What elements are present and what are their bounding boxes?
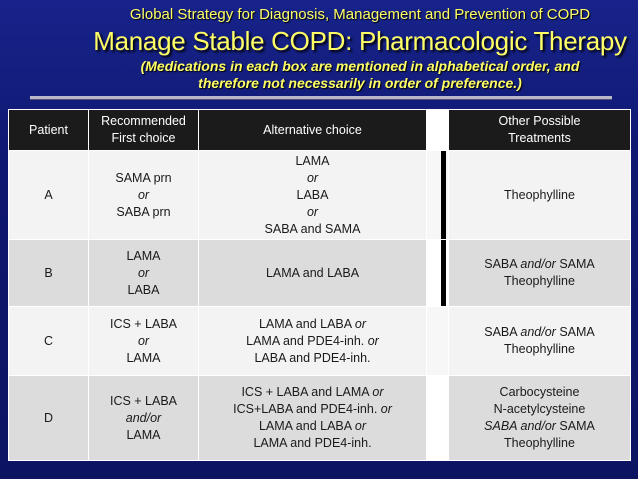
- first-choice-cell: [89, 376, 199, 461]
- first-choice-cell: [89, 240, 199, 307]
- alternative-line: LAMA: [295, 153, 330, 168]
- first-choice-line: SABA prn: [116, 204, 171, 219]
- first-choice-line: ICS + LABA: [109, 393, 178, 408]
- alternative-line: [201, 333, 424, 350]
- other-line: Carbocysteine: [499, 385, 580, 399]
- other-line: Theophylline: [504, 187, 575, 202]
- patient-cell: B: [9, 240, 89, 307]
- header-other: [449, 110, 631, 151]
- other-text: SAMA: [555, 257, 595, 271]
- first-choice-line: LABA: [127, 282, 160, 297]
- table-row-c: [9, 307, 631, 376]
- alternative-connector: or: [306, 204, 319, 219]
- first-choice-cell: [89, 151, 199, 240]
- other-text: SABA and/or: [484, 419, 556, 433]
- first-choice-line: LAMA: [126, 248, 161, 263]
- alternative-line: LAMA and PDE4-inh.: [253, 436, 372, 450]
- alternative-line: [201, 418, 424, 435]
- header-spacer: [427, 110, 449, 151]
- slide-subtitle: Global Strategy for Diagnosis, Management and Prevention of COPD: [129, 6, 591, 23]
- alternative-line: [201, 401, 424, 418]
- first-choice-connector: and/or: [125, 410, 162, 425]
- alternative-text: LAMA and PDE4-inh.: [246, 333, 368, 348]
- spacer-cell: [427, 376, 449, 461]
- spacer-cell: [427, 240, 449, 307]
- other-connector: and/or: [520, 325, 556, 339]
- other-text: SABA: [484, 325, 521, 339]
- header-recommended-line2: First choice: [111, 131, 176, 145]
- other-text: SAMA: [555, 325, 595, 339]
- other-cell: [449, 240, 631, 307]
- header-recommended-line1: Recommended: [101, 114, 186, 128]
- table-row-a: [9, 151, 631, 240]
- spacer-bar: [441, 240, 446, 306]
- slide-header: [90, 6, 630, 92]
- alternative-cell: [199, 240, 427, 307]
- header-other-line2: Treatments: [508, 131, 571, 145]
- alternative-line: [201, 316, 424, 333]
- alternative-text: LAMA and LABA: [258, 419, 355, 433]
- first-choice-connector: or: [137, 187, 150, 202]
- therapy-table: [8, 109, 631, 461]
- other-text: SAMA: [555, 419, 595, 433]
- first-choice-line: SAMA prn: [115, 170, 172, 185]
- table-header-row: [9, 110, 631, 151]
- alternative-text: LAMA and LABA: [258, 316, 355, 331]
- header-other-line1: Other Possible: [498, 114, 581, 128]
- header-recommended: [89, 110, 199, 151]
- slide-note: (Medications in each box are mentioned in alphabetical order, and therefore not necessarily in order of preference.): [140, 58, 580, 91]
- other-cell: [449, 376, 631, 461]
- first-choice-cell: [89, 307, 199, 376]
- alternative-connector: or: [306, 170, 319, 185]
- alternative-line: [201, 384, 424, 401]
- alternative-text: ICS+LABA and PDE4-inh.: [233, 402, 381, 416]
- spacer-cell: [427, 307, 449, 376]
- other-line: Theophylline: [504, 436, 575, 450]
- table-row-b: [9, 240, 631, 307]
- alternative-line: LAMA and LABA: [265, 265, 360, 280]
- other-line: Theophylline: [504, 342, 575, 356]
- alternative-connector: or: [380, 402, 392, 416]
- other-line: [451, 418, 628, 435]
- first-choice-connector: or: [137, 265, 150, 280]
- spacer-bar: [441, 151, 446, 239]
- other-connector: and/or: [520, 257, 556, 271]
- slide-title: Manage Stable COPD: Pharmacologic Therapy: [93, 26, 627, 56]
- first-choice-line: ICS + LABA: [109, 316, 178, 331]
- spacer-cell: [427, 151, 449, 240]
- alternative-text: ICS + LABA and LAMA: [241, 385, 373, 399]
- first-choice-line: LAMA: [126, 427, 161, 442]
- first-choice-connector: or: [137, 333, 150, 348]
- alternative-cell: [199, 376, 427, 461]
- header-patient: Patient: [9, 110, 89, 151]
- other-text: SABA: [484, 257, 521, 271]
- other-line: [451, 324, 628, 341]
- table-row-d: [9, 376, 631, 461]
- alternative-cell: [199, 151, 427, 240]
- patient-cell: A: [9, 151, 89, 240]
- other-line: [451, 256, 628, 273]
- patient-cell: D: [9, 376, 89, 461]
- title-divider: [30, 96, 612, 100]
- alternative-connector: or: [367, 333, 379, 348]
- other-cell: [449, 151, 631, 240]
- alternative-line: SABA and SAMA: [264, 221, 361, 236]
- alternative-line: LABA and PDE4-inh.: [254, 350, 371, 365]
- patient-cell: C: [9, 307, 89, 376]
- other-line: Theophylline: [504, 274, 575, 288]
- other-cell: [449, 307, 631, 376]
- alternative-connector: or: [354, 316, 367, 331]
- alternative-connector: or: [354, 419, 367, 433]
- alternative-line: LABA: [296, 187, 329, 202]
- header-alternative: Alternative choice: [199, 110, 427, 151]
- alternative-connector: or: [372, 385, 384, 399]
- first-choice-line: LAMA: [126, 350, 161, 365]
- alternative-cell: [199, 307, 427, 376]
- other-line: N-acetylcysteine: [493, 402, 586, 416]
